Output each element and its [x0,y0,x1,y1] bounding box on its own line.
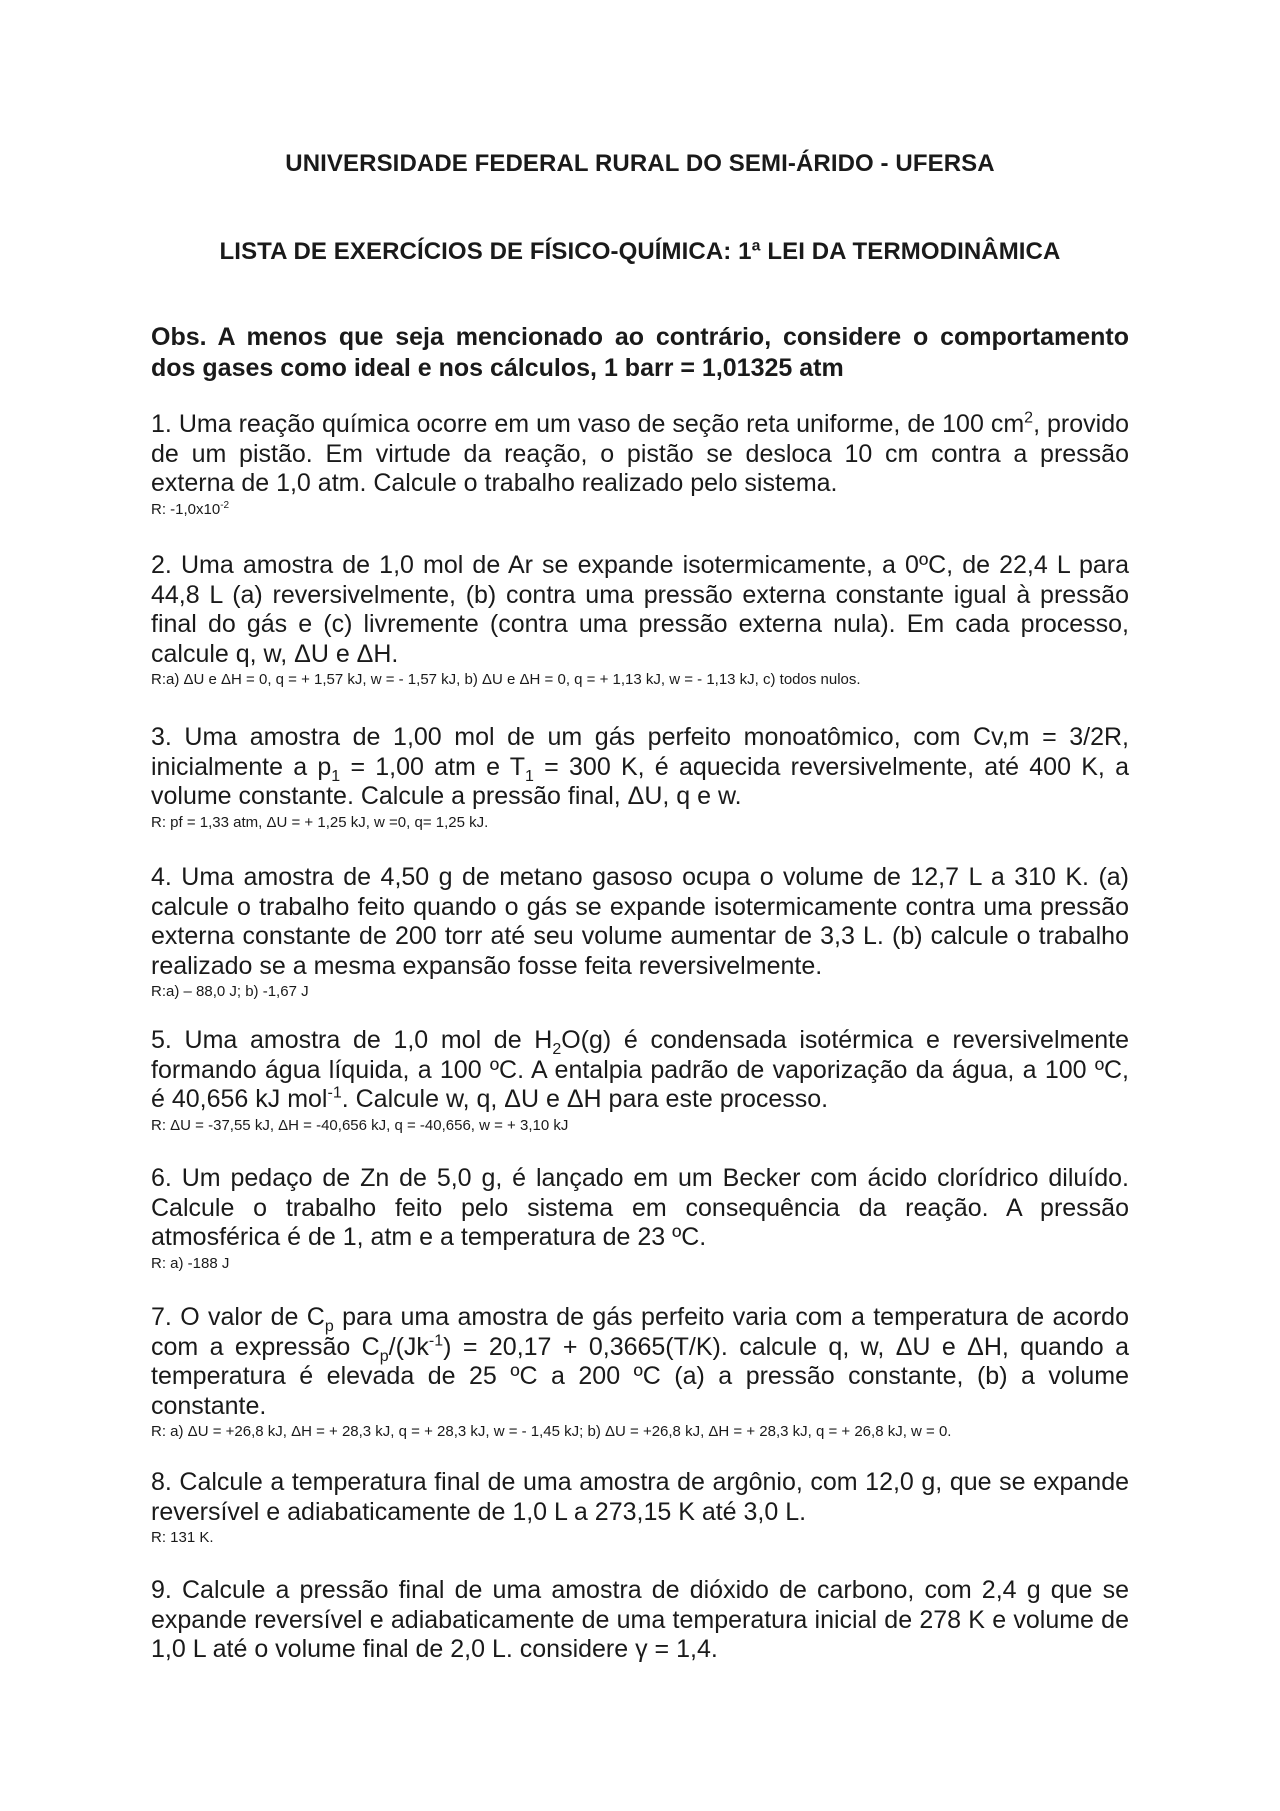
question-text: 1. Uma reação química ocorre em um vaso de seção reta uniforme, de 100 $cm^2$, provido de um pistão. Em virtude da reação, o pistão se desloca 10 cm contra a pressão externa de 1,0 atm. Calcule o trabalho realizado pelo sistema. [151,409,1130,497]
university-title: UNIVERSIDADE FEDERAL RURAL DO SEMI-ÁRIDO - UFERSA [285,150,995,177]
question-9 [151,1576,1129,1665]
answer: R: pf = 1,33 atm, ΔU = + 1,25 kJ, w =0, q= 1,25 kJ. [151,813,489,831]
answer: R: $-1,0x10^{-2}$ [151,499,230,518]
question-text: 3. Uma amostra de 1,00 mol de um gás perfeito monoatômico, com Cv,m = 3/2R, inicialmente a $p_1 = 1,00$ atm e $T_1 = 300$ K, é aquecida reversivelmente, até 400 K, a volume constante. Calcule a pressão final, ΔU, q e w. [151,723,1129,810]
question-1 [151,410,1129,519]
question-6 [151,1164,1129,1273]
answer: R:a) – 88,0 J; b) -1,67 J [151,983,309,1000]
answer: R:a) ΔU e ΔH = 0, q = + 1,57 kJ, w = - 1,57 kJ, b) ΔU e ΔH = 0, q = + 1,13 kJ, w = - 1,13 kJ, c) todos nulos. [151,671,861,688]
question-text: 6. Um pedaço de Zn de 5,0 g, é lançado em um Becker com ácido clorídrico diluído. Calcule o trabalho feito pelo sistema em consequência da reação. A pressão atmosférica é de 1, atm e a temperatura de 23 ºC. [151,1164,1129,1251]
answer: R: a) -188 J [151,1254,230,1272]
observation-note: Obs. A menos que seja mencionado ao contrário, considere o comportamento dos gases como ideal e nos cálculos, 1 barr = 1,01325 atm [151,323,1129,382]
question-text: 2. Uma amostra de 1,0 mol de Ar se expande isotermicamente, a 0ºC, de 22,4 L para 44,8 L (a) reversivelmente, (b) contra uma pressão externa constante igual à pressão final do gás e (c) livremente (contra uma pressão externa nula). Em cada processo, calcule q, w, ΔU e ΔH. [151,551,1129,668]
question-2 [151,551,1129,689]
answer: R: 131 K. [151,1529,214,1546]
question-4 [151,863,1129,1001]
question-5 [151,1026,1129,1135]
question-text: 9. Calcule a pressão final de uma amostra de dióxido de carbono, com 2,4 g que se expande reversível e adiabaticamente de uma temperatura inicial de 278 K e volume de 1,0 L até o volume final de 2,0 L. considere γ = 1,4. [151,1576,1129,1663]
question-text: 7. O valor de $C_p$ para uma amostra de gás perfeito varia com a temperatura de acordo com a expressão $C_p/(Jk^{-1}) = 20,17 + 0,3665(T/K)$. calcule q, w, ΔU e ΔH, quando a temperatura é elevada de 25 ºC a 200 ºC (a) a pressão constante, (b) a volume constante. [151,1303,1129,1420]
question-text: 5. Uma amostra de 1,0 mol de $H_2O(g)$ é condensada isotérmica e reversivelmente formando água líquida, a 100 ºC. A entalpia padrão de vaporização da água, a 100 ºC, é 40,656 kJ mol$^{-1}$. Calcule w, q, ΔU e ΔH para este processo. [151,1026,1129,1113]
answer: R: ΔU = -37,55 kJ, ΔH = -40,656 kJ, q = -40,656, w = + 3,10 kJ [151,1116,569,1134]
question-text: 4. Uma amostra de 4,50 g de metano gasoso ocupa o volume de 12,7 L a 310 K. (a) calcule o trabalho feito quando o gás se expande isotermicamente contra uma pressão externa constante de 200 torr até seu volume aumentar de 3,3 L. (b) calcule o trabalho realizado se a mesma expansão fosse feita reversivelmente. [151,863,1129,980]
question-text: 8. Calcule a temperatura final de uma amostra de argônio, com 12,0 g, que se expande reversível e adiabaticamente de 1,0 L a 273,15 K até 3,0 L. [151,1468,1129,1526]
question-3 [151,723,1129,832]
question-8 [151,1468,1129,1547]
question-7 [151,1303,1129,1441]
list-title: LISTA DE EXERCÍCIOS DE FÍSICO-QUÍMICA: 1ª LEI DA TERMODINÂMICA [219,238,1061,265]
answer: R: a) ΔU = +26,8 kJ, ΔH = + 28,3 kJ, q = + 28,3 kJ, w = - 1,45 kJ; b) ΔU = +26,8 kJ, ΔH = + 28,3 kJ, q = + 26,8 kJ, w = 0. [151,1423,952,1440]
